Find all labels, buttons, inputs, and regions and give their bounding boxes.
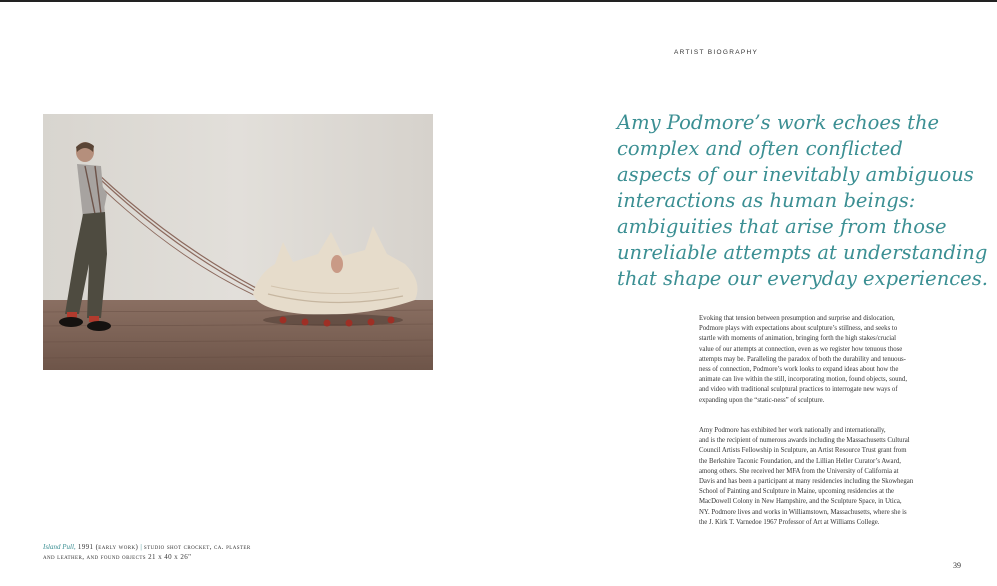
body-line: NY. Podmore lives and works in Williamstown, Massachusetts, where she is <box>699 508 907 516</box>
pull-quote-line: aspects of our inevitably ambiguous <box>617 163 974 186</box>
body-line: the J. Kirk T. Varnedoe 1967 Professor of Art at Williams College. <box>699 518 880 526</box>
artwork-photo <box>43 114 433 370</box>
body-line: expanding upon the “static-ness” of sculpture. <box>699 396 825 404</box>
body-line: and video with traditional sculptural practices to interrogate new ways of <box>699 386 898 394</box>
body-paragraph-1 <box>699 314 961 406</box>
page-number: 39 <box>953 561 961 570</box>
body-line: among others. She received her MFA from the University of California at <box>699 467 899 475</box>
caption-details: studio shot crocket, ca. plaster <box>141 543 251 551</box>
pull-quote-line: complex and often conflicted <box>617 137 903 160</box>
caption-year: 1991 (early work) <box>75 543 141 551</box>
body-line: MacDowell Colony in New Hampshire, and the Sculpture Space, in Utica, <box>699 498 902 506</box>
body-line: attempts may be. Paralleling the paradox of both the durability and tenuous- <box>699 355 906 363</box>
caption-materials: and leather, and found objects 21 x 40 x 26" <box>43 553 192 561</box>
body-line: Davis and has been a participant at many residencies including the Skowhegan <box>699 478 914 486</box>
section-label: ARTIST BIOGRAPHY <box>674 49 759 56</box>
body-line: Podmore plays with expectations about sculpture’s stillness, and seeks to <box>699 325 898 333</box>
body-line: the Berkshire Taconic Foundation, and the Lillian Heller Curator’s Award, <box>699 457 901 465</box>
body-line: and is the recipient of numerous awards including the Massachusetts Cultural <box>699 437 910 445</box>
body-line: value of our attempts at connection, even as we register how tenuous those <box>699 345 903 353</box>
caption-title: Island Pull, <box>43 543 76 551</box>
body-line: Council Artists Fellowship in Sculpture, an Artist Resource Trust grant from <box>699 447 907 455</box>
pull-quote-line: interactions as human beings: <box>617 189 916 212</box>
pull-quote-line: unreliable attempts at understanding <box>617 241 988 264</box>
body-line: ness of connection, Podmore’s work looks to expand ideas about how the <box>699 366 899 374</box>
body-line: Evoking that tension between presumption and surprise and dislocation, <box>699 315 895 322</box>
body-line: Amy Podmore has exhibited her work nationally and internationally, <box>699 427 886 434</box>
body-line: School of Painting and Sculpture in Maine, upcoming residencies at the <box>699 488 894 496</box>
pull-quote-line: that shape our everyday experiences. <box>617 267 988 290</box>
body-line: animate can live within the still, incorporating motion, found objects, sound, <box>699 376 908 384</box>
caption-separator: | <box>140 543 142 551</box>
pull-quote-line: ambiguities that arise from those <box>617 215 947 238</box>
body-paragraph-2 <box>699 426 961 528</box>
pull-quote <box>617 110 988 292</box>
top-rule <box>0 0 997 2</box>
body-line: startle with moments of animation, bringing forth the high stakes/crucial <box>699 335 897 343</box>
pull-quote-line: Amy Podmore’s work echoes the <box>617 111 940 134</box>
photo-caption <box>43 542 273 562</box>
